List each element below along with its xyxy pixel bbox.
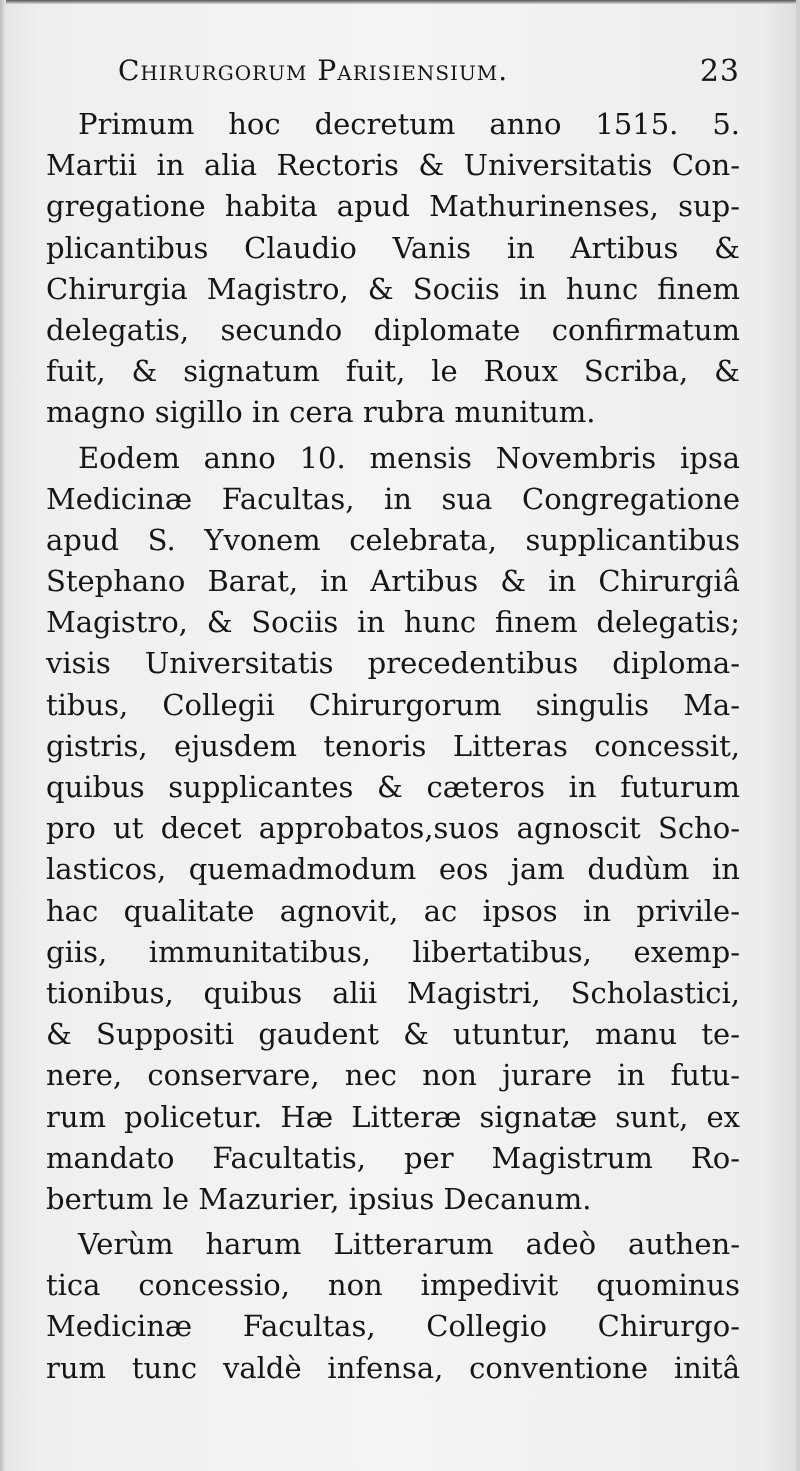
text-line: lasticos, quemadmodum eos jam dudùm in (46, 852, 740, 887)
text-line: Medicinæ Facultas, Collegio Chirurgo- (46, 1309, 740, 1344)
text-line: Verùm harum Litterarum adeò authen- (78, 1227, 740, 1262)
text-line: hac qualitate agnovit, ac ipsos in privile- (46, 893, 740, 928)
text-line: tica concessio, non impedivit quominus (46, 1268, 740, 1303)
text-block (46, 48, 740, 1393)
text-line: bertum le Mazurier, ipsius Decanum. (46, 1181, 592, 1216)
text-line: magno sigillo in cera rubra munitum. (46, 395, 596, 430)
text-line: tionibus, quibus alii Magistri, Scholastici, (46, 975, 740, 1010)
paragraph-2 (46, 438, 740, 1221)
text-line: tibus, Collegii Chirurgorum singulis Ma- (46, 687, 740, 722)
text-line: delegatis, secundo diplomate confirmatum (46, 312, 740, 347)
text-line: rum policetur. Hæ Litteræ signatæ sunt, ex (46, 1099, 740, 1134)
text-line: Chirurgia Magistro, & Sociis in hunc finem (46, 271, 740, 306)
page-number: 23 (699, 54, 740, 89)
text-line: fuit, & signatum fuit, le Roux Scriba, & (46, 354, 740, 389)
text-line: Stephano Barat, in Artibus & in Chirurgiâ (46, 564, 740, 599)
text-line: giis, immunitatibus, libertatibus, exemp- (46, 934, 740, 969)
running-head (46, 48, 740, 104)
text-line: gistris, ejusdem tenoris Litteras concessit, (46, 728, 740, 763)
text-line: pro ut decet approbatos,suos agnoscit Scho- (46, 811, 740, 846)
page-right-edge (796, 0, 800, 1471)
text-line: & Suppositi gaudent & utuntur, manu te- (46, 1017, 740, 1052)
text-line: Magistro, & Sociis in hunc finem delegatis; (46, 605, 740, 640)
paragraph-1 (46, 104, 740, 434)
running-head-title: Chirurgorum Parisiensium. (118, 54, 509, 87)
page-top-edge (0, 0, 800, 4)
text-line: visis Universitatis precedentibus diploma- (46, 646, 740, 681)
text-line: Eodem anno 10. mensis Novembris ipsa (78, 440, 740, 475)
text-line: plicantibus Claudio Vanis in Artibus & (46, 230, 740, 265)
text-line: Medicinæ Facultas, in sua Congregatione (46, 481, 740, 516)
text-line: quibus supplicantes & cæteros in futurum (46, 770, 740, 804)
text-line: Primum hoc decretum anno 1515. 5. (78, 107, 740, 141)
text-line: mandato Facultatis, per Magistrum Ro- (46, 1140, 740, 1175)
text-line: gregatione habita apud Mathurinenses, sup- (46, 189, 740, 224)
text-line: rum tunc valdè infensa, conventione initâ (46, 1350, 740, 1385)
text-line: apud S. Yvonem celebrata, supplicantibus (46, 522, 740, 557)
text-line: nere, conservare, nec non jurare in futu- (46, 1058, 740, 1093)
page-left-edge (0, 0, 6, 1471)
paragraph-3 (46, 1224, 740, 1389)
text-line: Martii in alia Rectoris & Universitatis Con- (46, 148, 740, 183)
